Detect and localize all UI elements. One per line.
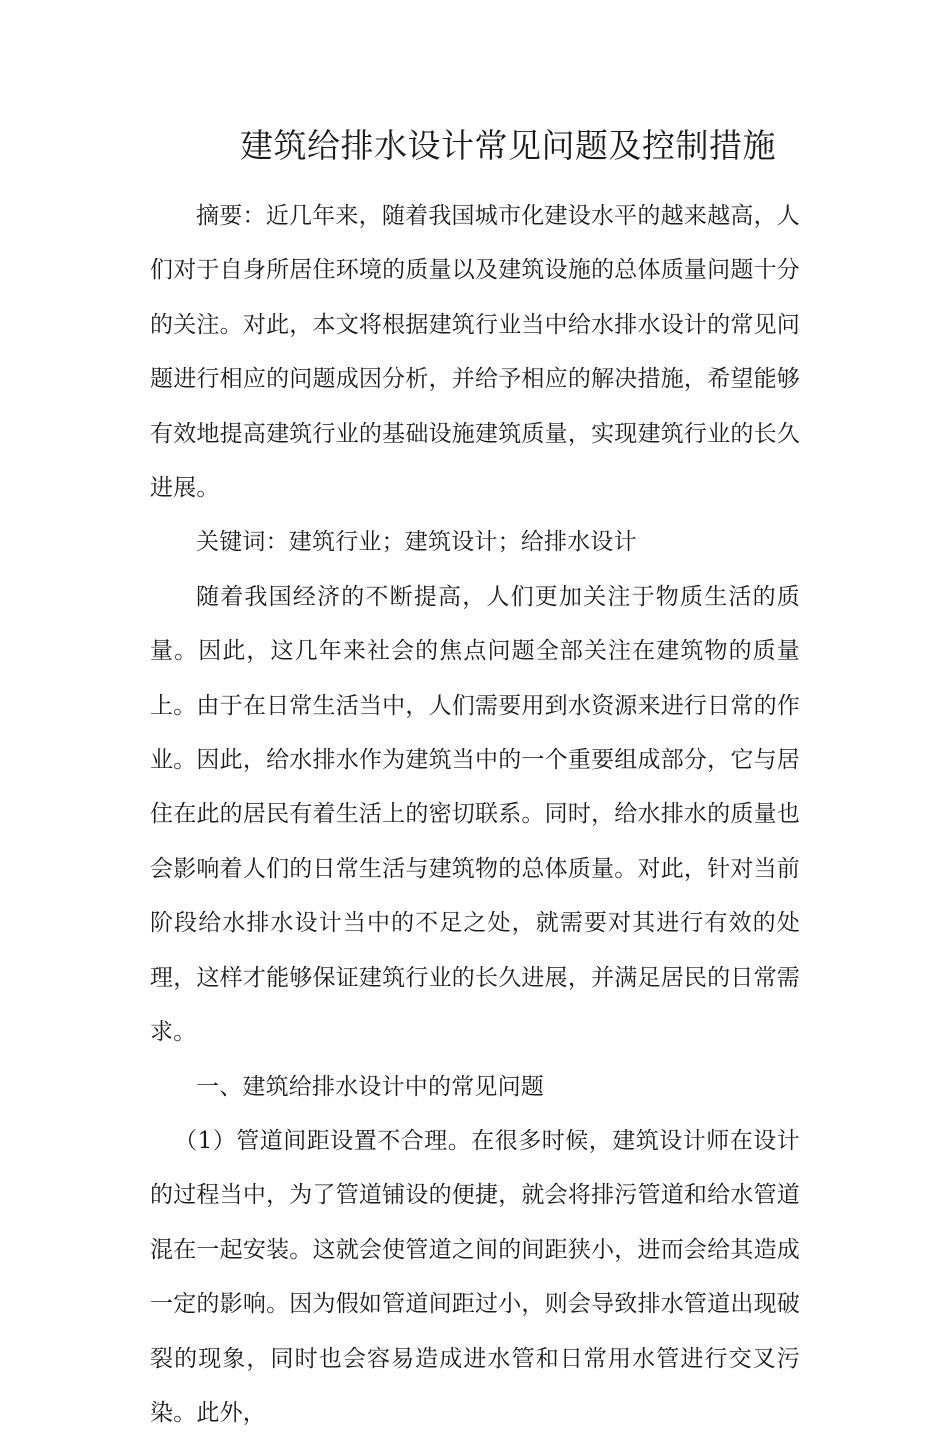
section-item-paragraph: （1）管道间距设置不合理。在很多时候，建筑设计师在设计的过程当中，为了管道铺设的便捷，就会将排污管道和给水管道混在一起安装。这就会使管道之间的间距狭小，进而会给其造成一定的影响。因为假如管道间距过小，则会导致排水管道出现破裂的现象，同时也会容易造成进水管和日常用水管进行交叉污染。此外， <box>150 1127 800 1426</box>
abstract-paragraph: 摘要：近几年来，随着我国城市化建设水平的越来越高，人们对于自身所居住环境的质量以及建筑设施的总体质量问题十分的关注。对此，本文将根据建筑行业当中给水排水设计的常见问题进行相应的问题成因分析，并给予相应的解决措施，希望能够有效地提高建筑行业的基础设施建筑质量，实现建筑行业的长久进展。 <box>150 203 800 502</box>
keywords-paragraph: 关键词：建筑行业；建筑设计；给排水设计 <box>196 529 637 556</box>
document-body <box>150 189 800 1440</box>
section-heading: 一、建筑给排水设计中的常见问题 <box>196 1073 544 1100</box>
intro-paragraph: 随着我国经济的不断提高，人们更加关注于物质生活的质量。因此，这几年来社会的焦点问题全部关注在建筑物的质量上。由于在日常生活当中，人们需要用到水资源来进行日常的作业。因此，给水排水作为建筑当中的一个重要组成部分，它与居住在此的居民有着生活上的密切联系。同时，给水排水的质量也会影响着人们的日常生活与建筑物的总体质量。对此，针对当前阶段给水排水设计当中的不足之处，就需要对其进行有效的处理，这样才能够保证建筑行业的长久进展，并满足居民的日常需求。 <box>150 583 800 1046</box>
document-title: 建筑给排水设计常见问题及控制措施 <box>240 126 776 165</box>
